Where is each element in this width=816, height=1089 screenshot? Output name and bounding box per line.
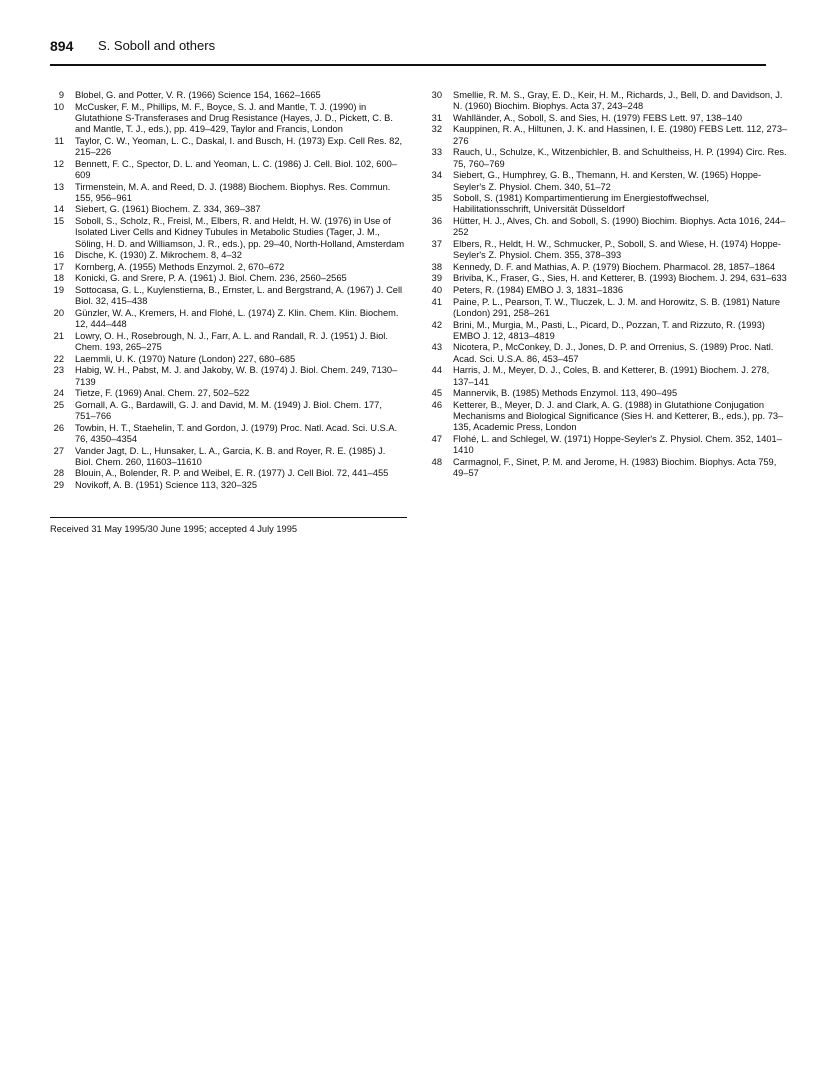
- reference-item: [428, 124, 788, 147]
- reference-text: Nicotera, P., McConkey, D. J., Jones, D. P. and Orrenius, S. (1989) Proc. Natl. Acad. Sci. U.S.A. 86, 453–457: [453, 342, 774, 364]
- reference-item: [428, 170, 788, 193]
- reference-number: 20: [53, 307, 64, 318]
- reference-item: [428, 400, 788, 434]
- reference-item: [428, 285, 788, 296]
- reference-text: Novikoff, A. B. (1951) Science 113, 320–325: [75, 480, 258, 491]
- reference-item: [50, 400, 405, 423]
- reference-item: [428, 193, 788, 216]
- reference-item: [50, 354, 405, 365]
- reference-text: Carmagnol, F., Sinet, P. M. and Jerome, H. (1983) Biochim. Biophys. Acta 759, 49–57: [453, 456, 777, 479]
- reference-number: 48: [431, 456, 442, 467]
- reference-number: 42: [431, 319, 442, 330]
- reference-text: Brini, M., Murgia, M., Pasti, L., Picard, D., Pozzan, T. and Rizzuto, R. (1993) EMBO J. 12, 4813–4819: [453, 319, 765, 341]
- reference-number: 31: [431, 112, 442, 123]
- reference-text: Sottocasa, G. L., Kuylenstierna, B., Ernster, L. and Bergstrand, A. (1967) J. Cell Biol. 32, 415–438: [75, 285, 403, 307]
- reference-number: 33: [431, 147, 442, 158]
- reference-item: [50, 136, 405, 159]
- reference-number: 17: [53, 261, 64, 272]
- reference-number: 32: [431, 124, 442, 135]
- reference-number: 24: [53, 388, 64, 399]
- reference-text: Kennedy, D. F. and Mathias, A. P. (1979) Biochem. Pharmacol. 28, 1857–1864: [453, 261, 776, 272]
- reference-text: Harris, J. M., Meyer, D. J., Coles, B. and Ketterer, B. (1991) Biochem. J. 278, 137–141: [453, 365, 770, 387]
- reference-item: [50, 388, 405, 399]
- reference-number: 47: [431, 433, 442, 444]
- reference-number: 39: [431, 273, 442, 284]
- reference-item: [50, 480, 405, 491]
- reference-item: [428, 457, 788, 480]
- page-number: 894: [50, 38, 74, 54]
- reference-item: [50, 216, 405, 250]
- reference-number: 12: [53, 158, 64, 169]
- reference-item: [50, 308, 405, 331]
- reference-text: Habig, W. H., Pabst, M. J. and Jakoby, W. B. (1974) J. Biol. Chem. 249, 7130–7139: [75, 365, 398, 387]
- reference-text: Vander Jagt, D. L., Hunsaker, L. A., Garcia, K. B. and Royer, R. E. (1985) J. Biol. Chem. 260, 11603–11610: [75, 445, 386, 467]
- reference-text: Towbin, H. T., Staehelin, T. and Gordon, J. (1979) Proc. Natl. Acad. Sci. U.S.A. 76, 4350–4354: [75, 422, 398, 444]
- reference-number: 22: [53, 353, 64, 364]
- running-head: S. Soboll and others: [98, 38, 216, 53]
- reference-number: 15: [53, 216, 64, 227]
- reference-number: 16: [53, 250, 64, 261]
- reference-number: 14: [53, 204, 64, 215]
- reference-number: 34: [431, 170, 442, 181]
- reference-text: Laemmli, U. K. (1970) Nature (London) 227, 680–685: [75, 353, 296, 364]
- reference-item: [428, 297, 788, 320]
- reference-item: [428, 262, 788, 273]
- footer-rule: [50, 517, 407, 518]
- reference-item: [428, 273, 788, 284]
- reference-item: [428, 113, 788, 124]
- reference-number: 21: [53, 330, 64, 341]
- reference-text: Tietze, F. (1969) Anal. Chem. 27, 502–522: [75, 388, 250, 399]
- reference-text: Günzler, W. A., Kremers, H. and Flohé, L. (1974) Z. Klin. Chem. Klin. Biochem. 12, 444–448: [75, 307, 399, 330]
- reference-text: Taylor, C. W., Yeoman, L. C., Daskal, I. and Busch, H. (1973) Exp. Cell Res. 82, 215–226: [75, 135, 403, 158]
- reference-number: 25: [53, 399, 64, 410]
- reference-item: [428, 365, 788, 388]
- reference-item: [50, 204, 405, 215]
- reference-text: Kornberg, A. (1955) Methods Enzymol. 2, 670–672: [75, 261, 285, 272]
- reference-item: [50, 365, 405, 388]
- received-dates: Received 31 May 1995/30 June 1995; accepted 4 July 1995: [50, 524, 298, 534]
- reference-number: 27: [53, 445, 64, 456]
- reference-item: [428, 239, 788, 262]
- reference-text: Soboll, S., Scholz, R., Freisl, M., Elbers, R. and Heldt, H. W. (1976) in Use of Isolated Liver Cells and Kidney Tubules in Metabolic Studies (Tager, J. M., Söling, H. D. and Williamson, J. R., eds.), pp. 29–40, North-Holland, Amsterdam: [75, 216, 405, 249]
- reference-text: Elbers, R., Heldt, H. W., Schmucker, P., Soboll, S. and Wiese, H. (1974) Hoppe-Seyler's Z. Physiol. Chem. 355, 378–393: [453, 238, 781, 261]
- reference-number: 40: [431, 285, 442, 296]
- reference-text: Soboll, S. (1981) Kompartimentierung im Energiestoffwechsel, Habilitationsschrift, Universität Düsseldorf: [453, 193, 710, 215]
- reference-number: 29: [53, 480, 64, 491]
- reference-text: Ketterer, B., Meyer, D. J. and Clark, A. G. (1988) in Glutathione Conjugation Mechanisms and Biological Significance (Sies H. and Ketterer, B., eds.), pp. 73–135, Academic Press, London: [453, 399, 784, 433]
- reference-text: Wahlländer, A., Soboll, S. and Sies, H. (1979) FEBS Lett. 97, 138–140: [453, 112, 743, 123]
- reference-item: [428, 388, 788, 399]
- reference-number: 13: [53, 181, 64, 192]
- reference-item: [50, 102, 405, 136]
- reference-item: [428, 216, 788, 239]
- references-left-column: [50, 90, 405, 492]
- reference-number: 46: [431, 399, 442, 410]
- reference-number: 30: [431, 90, 442, 100]
- page-header: [50, 38, 766, 66]
- reference-text: Siebert, G. (1961) Biochem. Z. 334, 369–387: [75, 204, 261, 215]
- reference-item: [50, 285, 405, 308]
- reference-number: 28: [53, 468, 64, 479]
- reference-item: [428, 434, 788, 457]
- reference-item: [50, 90, 405, 101]
- reference-text: Kauppinen, R. A., Hiltunen, J. K. and Hassinen, I. E. (1980) FEBS Lett. 112, 273–276: [453, 124, 788, 146]
- reference-item: [50, 182, 405, 205]
- reference-text: Siebert, G., Humphrey, G. B., Themann, H. and Kersten, W. (1965) Hoppe-Seyler's Z. Physiol. Chem. 340, 51–72: [453, 170, 762, 192]
- reference-text: McCusker, F. M., Phillips, M. F., Boyce, S. J. and Mantle, T. J. (1990) in Glutathione S-Transferases and Drug Resistance (Hayes, J. D., Pickett, C. B. and Mantle, T. J., eds.), pp. 419–429, Taylor and Francis, London: [75, 101, 393, 135]
- reference-number: 19: [53, 285, 64, 296]
- reference-item: [428, 320, 788, 343]
- reference-text: Peters, R. (1984) EMBO J. 3, 1831–1836: [453, 285, 624, 296]
- reference-number: 36: [431, 216, 442, 227]
- reference-number: 35: [431, 193, 442, 204]
- reference-number: 23: [53, 365, 64, 376]
- reference-item: [50, 273, 405, 284]
- reference-text: Flohé, L. and Schlegel, W. (1971) Hoppe-Seyler's Z. Physiol. Chem. 352, 1401–1410: [453, 433, 782, 456]
- reference-number: 26: [53, 422, 64, 433]
- reference-number: 38: [431, 261, 442, 272]
- reference-text: Dische, K. (1930) Z. Mikrochem. 8, 4–32: [75, 250, 242, 261]
- reference-text: Tirmenstein, M. A. and Reed, D. J. (1988) Biochem. Biophys. Res. Commun. 155, 956–961: [75, 181, 391, 203]
- reference-text: Rauch, U., Schulze, K., Witzenbichler, B. and Schultheiss, H. P. (1994) Circ. Res. 75, 760–769: [453, 147, 787, 169]
- reference-item: [428, 90, 788, 113]
- reference-text: Paine, P. L., Pearson, T. W., Tluczek, L. J. M. and Horowitz, S. B. (1981) Nature (London) 291, 258–261: [453, 296, 781, 318]
- reference-number: 37: [431, 238, 442, 249]
- reference-number: 11: [54, 135, 64, 146]
- reference-text: Blouin, A., Bolender, R. P. and Weibel, E. R. (1977) J. Cell Biol. 72, 441–455: [75, 468, 389, 479]
- reference-item: [50, 159, 405, 182]
- reference-number: 10: [53, 101, 64, 112]
- reference-text: Konicki, G. and Srere, P. A. (1961) J. Biol. Chem. 236, 2560–2565: [75, 273, 347, 284]
- reference-text: Smellie, R. M. S., Gray, E. D., Keir, H. M., Richards, J., Bell, D. and Davidson, J. N. (1960) Biochim. Biophys. Acta 37, 243–248: [453, 90, 783, 112]
- reference-number: 18: [53, 273, 64, 284]
- reference-text: Hütter, H. J., Alves, Ch. and Soboll, S. (1990) Biochim. Biophys. Acta 1016, 244–252: [453, 216, 786, 238]
- references-right-column: [428, 90, 788, 480]
- reference-number: 43: [431, 342, 442, 353]
- reference-text: Mannervik, B. (1985) Methods Enzymol. 113, 490–495: [453, 388, 678, 399]
- reference-text: Bennett, F. C., Spector, D. L. and Yeoman, L. C. (1986) J. Cell. Biol. 102, 600–609: [75, 158, 397, 180]
- reference-text: Briviba, K., Fraser, G., Sies, H. and Ketterer, B. (1993) Biochem. J. 294, 631–633: [453, 273, 787, 284]
- reference-text: Lowry, O. H., Rosebrough, N. J., Farr, A. L. and Randall, R. J. (1951) J. Biol. Chem. 193, 265–275: [75, 330, 388, 353]
- reference-item: [50, 423, 405, 446]
- reference-item: [428, 342, 788, 365]
- reference-text: Gornall, A. G., Bardawill, G. J. and David, M. M. (1949) J. Biol. Chem. 177, 751–766: [75, 399, 382, 422]
- reference-number: 44: [431, 365, 442, 376]
- reference-item: [50, 468, 405, 479]
- reference-item: [50, 250, 405, 261]
- reference-item: [50, 262, 405, 273]
- reference-number: 9: [58, 90, 64, 100]
- reference-text: Blobel, G. and Potter, V. R. (1966) Science 154, 1662–1665: [75, 90, 321, 100]
- reference-item: [50, 446, 405, 469]
- reference-number: 41: [431, 296, 442, 307]
- header-rule: [50, 64, 766, 66]
- reference-number: 45: [431, 388, 442, 399]
- reference-item: [50, 331, 405, 354]
- reference-item: [428, 147, 788, 170]
